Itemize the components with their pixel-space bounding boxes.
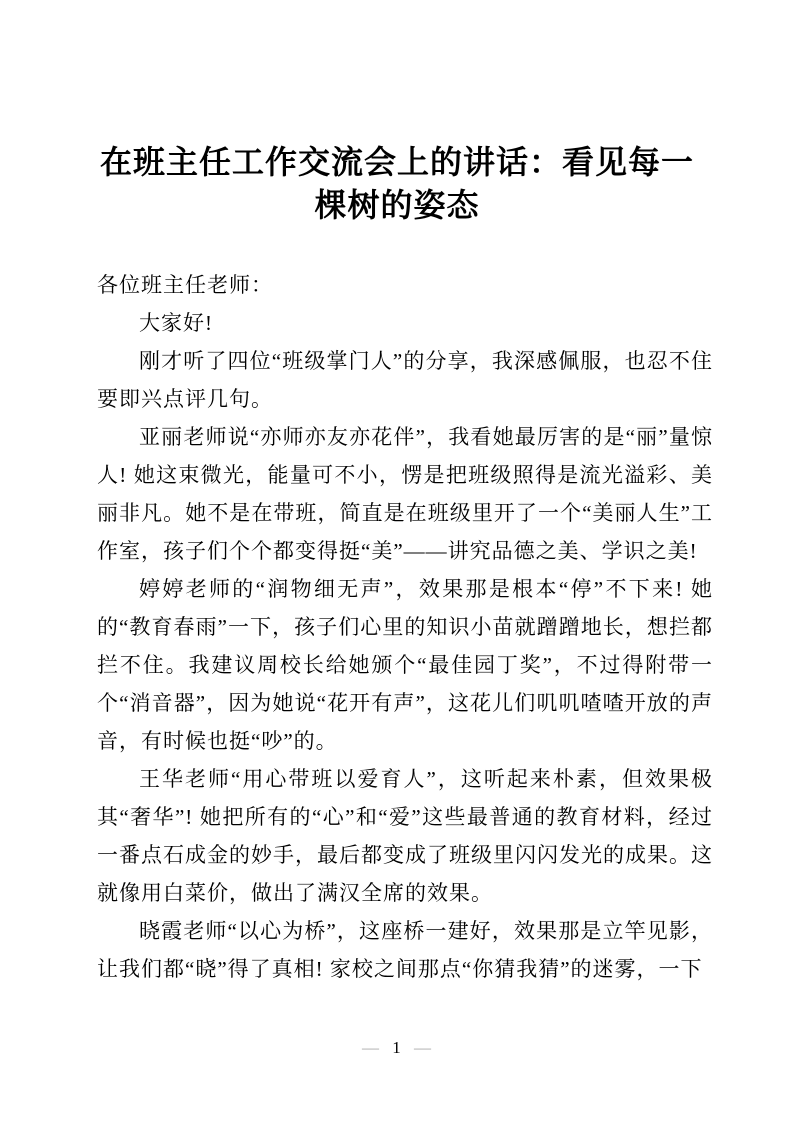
title-line-1: 在班主任工作交流会上的讲话：看见每一 — [99, 144, 694, 180]
page-footer — [0, 1035, 793, 1061]
paragraph: 大家好! — [139, 311, 213, 335]
paragraph: 刚才听了四位“班级掌门人”的分享，我深感佩服，也忍不住要即兴点评几句。 — [97, 349, 713, 411]
paragraph: 王华老师“用心带班以爱育人”，这听起来朴素，但效果极其“奢华”! 她把所有的“心”和“爱”这些最普通的教育材料，经过一番点石成金的妙手，最后都变成了班级里闪闪发光的成果。这就像用白菜价，做出了满汉全席的效果。 — [97, 767, 713, 905]
salutation: 各位班主任老师： — [97, 273, 273, 297]
document-body — [97, 266, 713, 988]
paragraph: 婷婷老师的“润物细无声”，效果那是根本“停”不下来! 她的“教育春雨”一下，孩子们心里的知识小苗就蹭蹭地长，想拦都拦不住。我建议周校长给她颁个“最佳园丁奖”，不过得附带一个“消音器”，因为她说“花开有声”，这花儿们叽叽喳喳开放的声音，有时候也挺“吵”的。 — [97, 577, 713, 753]
paragraph-container — [97, 304, 713, 988]
footer-dash-left: — — [362, 1038, 379, 1057]
paragraph: 亚丽老师说“亦师亦友亦花伴”，我看她最厉害的是“丽”量惊人! 她这束微光，能量可不小，愣是把班级照得是流光溢彩、美丽非凡。她不是在带班，简直是在班级里开了一个“美丽人生”工作室，孩子们个个都变得挺“美”——讲究品德之美、学识之美! — [97, 425, 713, 563]
footer-dash-right: — — [414, 1038, 431, 1057]
document-title — [88, 141, 706, 227]
paragraph: 晓霞老师“以心为桥”，这座桥一建好，效果那是立竿见影，让我们都“晓”得了真相! 家校之间那点“你猜我猜”的迷雾，一下 — [97, 919, 713, 981]
page-number: 1 — [392, 1038, 401, 1057]
title-line-2: 棵树的姿态 — [314, 187, 480, 223]
